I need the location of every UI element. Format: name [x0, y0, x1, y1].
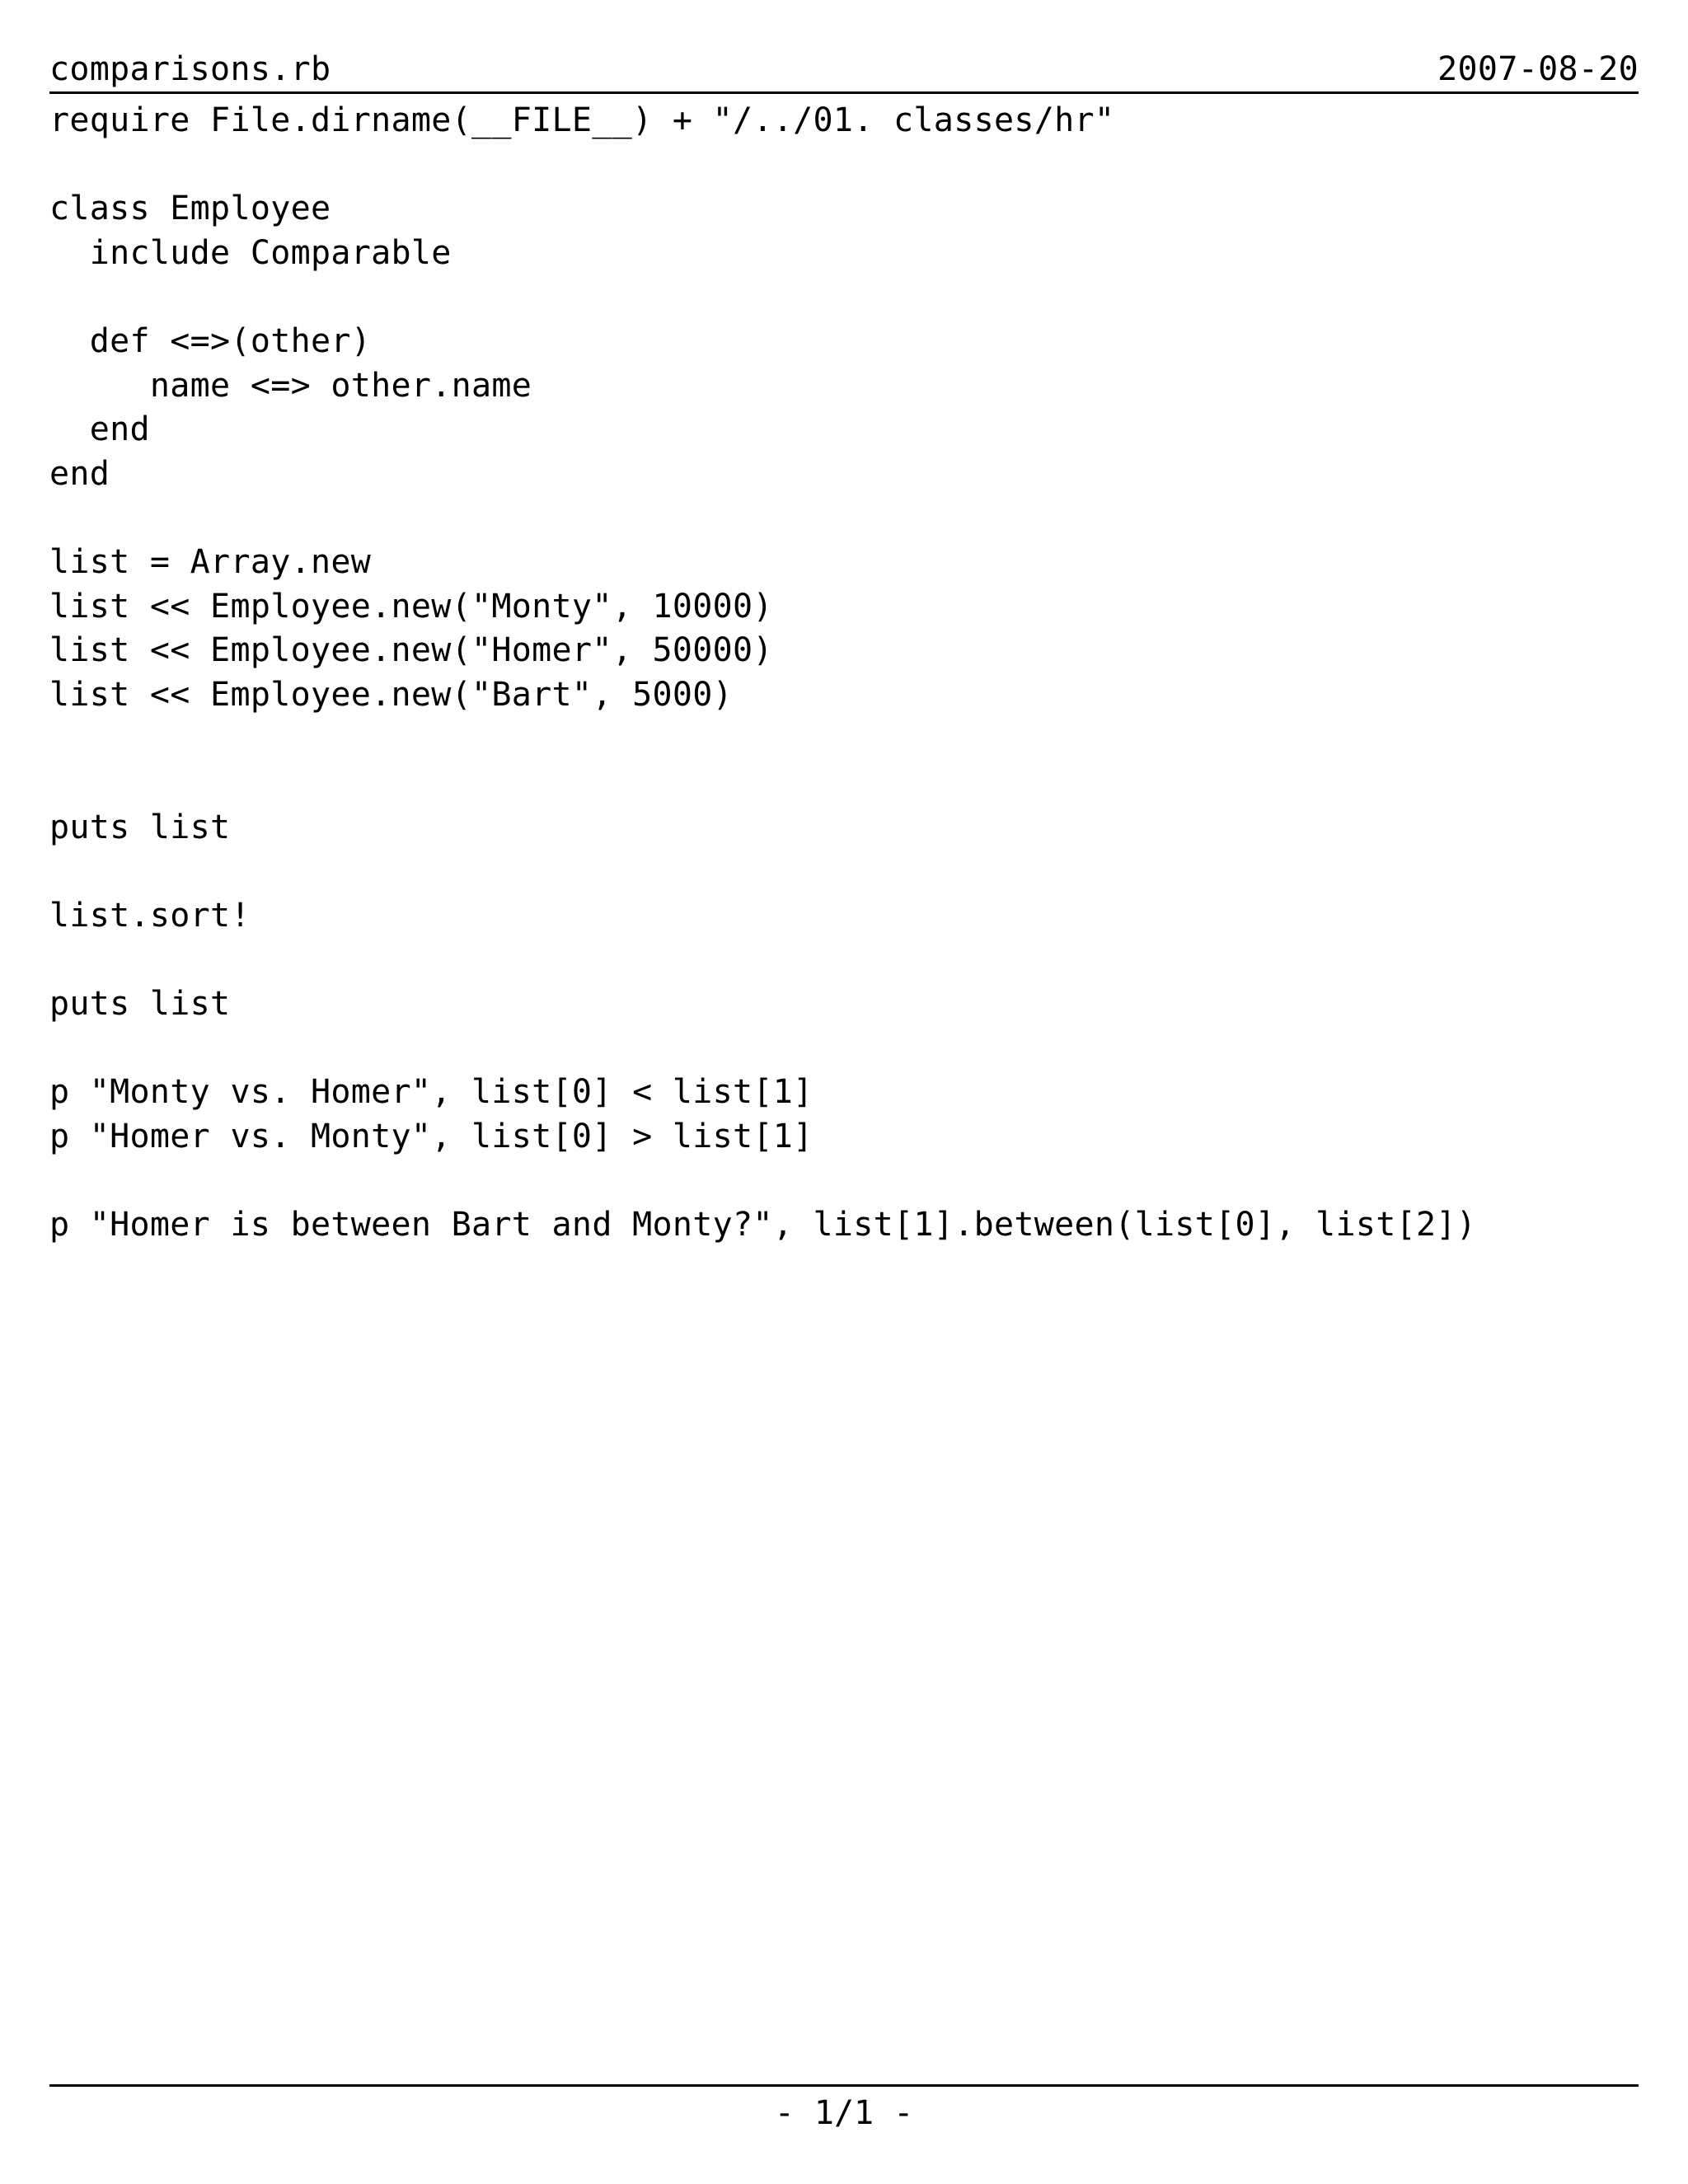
code-line: list.sort!	[49, 896, 251, 935]
code-line: list << Employee.new("Bart", 5000)	[49, 675, 733, 714]
code-line	[49, 850, 1639, 894]
code-line: name <=> other.name	[49, 366, 532, 405]
code-line	[49, 275, 1639, 320]
page-number: - 1/1 -	[774, 2094, 914, 2132]
code-line	[49, 496, 1639, 541]
code-line: p "Homer vs. Monty", list[0] > list[1]	[49, 1117, 814, 1155]
code-line: end	[49, 454, 110, 493]
source-code	[49, 99, 1639, 1247]
code-line: class Employee	[49, 190, 331, 228]
code-line	[49, 938, 1639, 982]
code-line: list << Employee.new("Monty", 10000)	[49, 587, 773, 626]
code-line: list = Array.new	[49, 542, 372, 581]
code-line	[49, 717, 1639, 762]
code-line: require File.dirname(__FILE__) + "/../01. classes/hr"	[49, 101, 1115, 139]
file-name: comparisons.rb	[49, 50, 331, 88]
footer-divider	[49, 2084, 1639, 2087]
code-line: puts list	[49, 808, 231, 846]
code-line	[49, 1159, 1639, 1203]
code-line: include Comparable	[49, 233, 452, 272]
code-line	[49, 143, 1639, 188]
code-line: list << Employee.new("Homer", 50000)	[49, 631, 773, 670]
code-line	[49, 762, 1639, 806]
code-line: puts list	[49, 984, 231, 1023]
page-header	[49, 48, 1639, 94]
code-line: def <=>(other)	[49, 321, 372, 360]
code-line: p "Monty vs. Homer", list[0] < list[1]	[49, 1073, 814, 1112]
print-date: 2007-08-20	[1437, 50, 1639, 88]
code-line	[49, 1026, 1639, 1071]
code-line: end	[49, 410, 150, 449]
code-line: p "Homer is between Bart and Monty?", list[1].between(list[0], list[2])	[49, 1205, 1477, 1244]
